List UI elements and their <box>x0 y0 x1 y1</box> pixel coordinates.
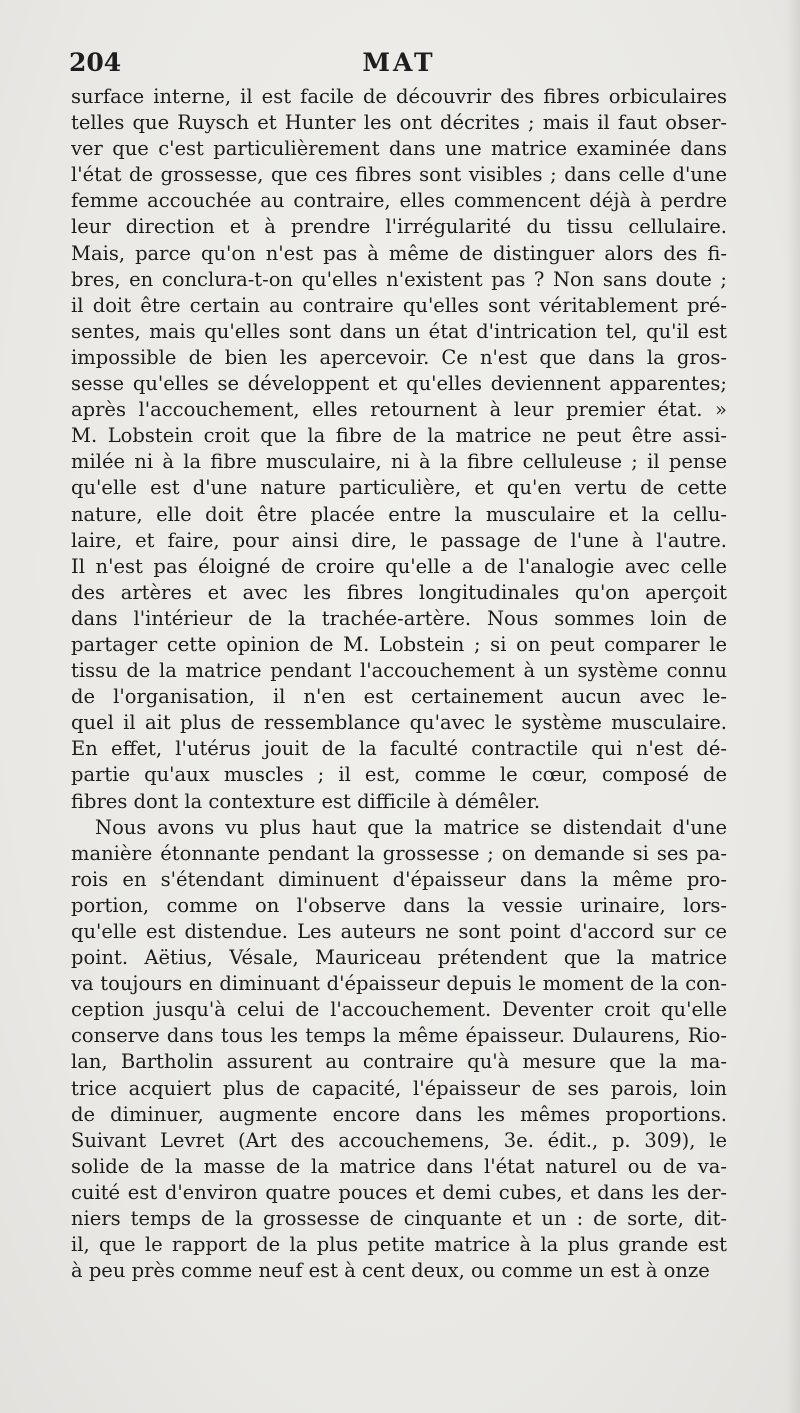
text-line: à peu près comme neuf est à cent deux, ou comme un est à onze <box>71 1259 710 1283</box>
text-line: Mais, parce qu'on n'est pas à même de distinguer alors des fi- <box>71 241 727 265</box>
text-line: de l'organisation, il n'en est certainement aucun avec le- <box>71 685 727 709</box>
text-line: portion, comme on l'observe dans la vessie urinaire, lors- <box>71 893 727 917</box>
text-line: partager cette opinion de M. Lobstein ; si on peut comparer le <box>71 632 727 656</box>
text-line: nature, elle doit être placée entre la musculaire et la cellu- <box>71 502 727 526</box>
text-line: sesse qu'elles se développent et qu'elles deviennent apparentes; <box>71 372 727 396</box>
text-line: impossible de bien les apercevoir. Ce n'est que dans la gros- <box>71 345 727 369</box>
text-line: laire, et faire, pour ainsi dire, le passage de l'une à l'autre. <box>71 528 727 552</box>
text-line: solide de la masse de la matrice dans l'état naturel ou de va- <box>71 1154 727 1178</box>
text-line: va toujours en diminuant d'épaisseur depuis le moment de la con- <box>71 972 727 996</box>
text-line: M. Lobstein croit que la fibre de la matrice ne peut être assi- <box>71 424 727 448</box>
text-line: leur direction et à prendre l'irrégularité du tissu cellulaire. <box>71 215 727 239</box>
text-line: lan, Bartholin assurent au contraire qu'à mesure que la ma- <box>71 1050 727 1074</box>
text-line: Il n'est pas éloigné de croire qu'elle a de l'analogie avec celle <box>71 554 727 578</box>
text-line: trice acquiert plus de capacité, l'épaisseur de ses parois, loin <box>71 1076 727 1100</box>
text-line: surface interne, il est facile de découvrir des fibres orbiculaires <box>71 85 727 108</box>
text-line: il doit être certain au contraire qu'elles sont véritablement pré- <box>71 293 727 317</box>
text-line: cuité est d'environ quatre pouces et demi cubes, et dans les der- <box>71 1180 727 1204</box>
text-line: qu'elle est distendue. Les auteurs ne sont point d'accord sur ce <box>71 920 727 943</box>
text-line: niers temps de la grossesse de cinquante et un : de sorte, dit- <box>71 1207 727 1231</box>
text-line: conserve dans tous les temps la même épaisseur. Dulaurens, Rio- <box>71 1024 727 1048</box>
text-line: dans l'intérieur de la trachée-artère. Nous sommes loin de <box>71 606 727 630</box>
text-line: ver que c'est particulièrement dans une matrice examinée dans <box>71 137 727 161</box>
text-line: tissu de la matrice pendant l'accouchement à un système connu <box>71 659 727 683</box>
text-line: après l'accouchement, elles retournent à leur premier état. » <box>71 398 727 422</box>
text-line: femme accouchée au contraire, elles commencent déjà à perdre <box>71 189 727 213</box>
text-line: Suivant Levret (Art des accouchemens, 3e. édit., p. 309), le <box>71 1128 727 1152</box>
paragraph <box>71 84 727 815</box>
text-line: bres, en conclura-t-on qu'elles n'existent pas ? Non sans doute ; <box>71 267 727 291</box>
text-line: Nous avons vu plus haut que la matrice se distendait d'une <box>95 815 727 839</box>
text-line: rois en s'étendant diminuent d'épaisseur dans la même pro- <box>71 867 727 891</box>
running-head <box>69 48 729 82</box>
text-line: ception jusqu'à celui de l'accouchement. Deventer croit qu'elle <box>71 998 727 1022</box>
text-line: de diminuer, augmente encore dans les mêmes proportions. <box>71 1102 727 1126</box>
text-line: point. Aëtius, Vésale, Mauriceau prétendent que la matrice <box>71 946 727 970</box>
text-line: l'état de grossesse, que ces fibres sont visibles ; dans celle d'une <box>71 163 727 187</box>
page-number: 204 <box>69 48 122 77</box>
paragraph <box>71 815 727 1285</box>
text-line: milée ni à la fibre musculaire, ni à la fibre celluleuse ; il pense <box>71 450 727 474</box>
text-line: fibres dont la contexture est difficile à démêler. <box>71 789 541 813</box>
text-line: quel il ait plus de ressemblance qu'avec le système musculaire. <box>71 711 727 735</box>
text-line: telles que Ruysch et Hunter les ont décrites ; mais il faut obser- <box>71 111 727 135</box>
text-line: qu'elle est d'une nature particulière, et qu'en vertu de cette <box>71 476 727 500</box>
text-line: partie qu'aux muscles ; il est, comme le cœur, composé de <box>71 763 727 787</box>
text-line: manière étonnante pendant la grossesse ; on demande si ses pa- <box>71 841 727 865</box>
text-line: sentes, mais qu'elles sont dans un état d'intrication tel, qu'il est <box>71 319 727 343</box>
text-line: En effet, l'utérus jouit de la faculté contractile qui n'est dé- <box>71 737 727 761</box>
page-gutter-shadow <box>786 0 800 1413</box>
running-title: MAT <box>362 48 436 77</box>
text-line: il, que le rapport de la plus petite matrice à la plus grande est <box>71 1233 727 1257</box>
body-text <box>71 84 727 1284</box>
text-line: des artères et avec les fibres longitudinales qu'on aperçoit <box>71 580 727 604</box>
